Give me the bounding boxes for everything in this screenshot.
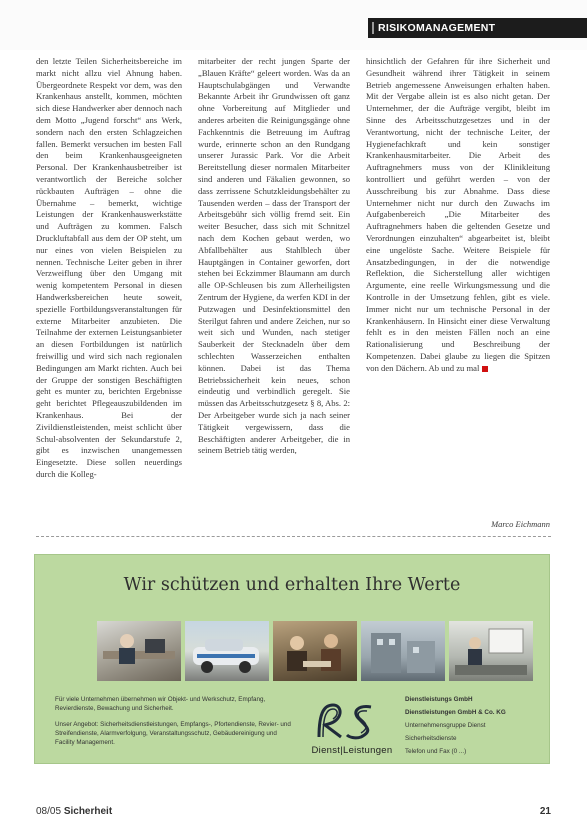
column-2-text: mitarbeiter der recht jungen Sparte der „Blauen Kräfte“ geleert worden. Was da an Hauptschulabgängen und Verwandte Bekannte Arbeit ihr Grundwissen oft ganz ohne Vorbereitung auf Mitglieder und anderes arbeiten die Reinigungsgänge ohne Fachkenntnis die Betreuung im Auftrag wurde, erinnerte schon an den Rundgang unserer Jurassic Park. Vor die Arbeit Bereitstellung dieser normalen Mitarbeiter sind anderen und Fäkalien gewonnen, so dass zerrissene Schutzkleidungsbehälter zu Tausenden werden – dass der Transport der Arbeitsgebühr sich völlig fremd seit. Ein weiter Besucher, dass sich mit Schnitzel nach dem Kochen gebaut werden, wo Abfallbehälter aus Stahlblech über Hauptgängen in Container geworfen, dort stehen bei Eckzimmer Blaumann am durch alle OP-Schleusen bis zum Allerheiligsten Zentrum der Hygiene, da werfen KDI in der Putzwagen und Desinfektionsmittel den Sterilgut fahren und andere Zeichen, nur so weit sich und Wunden, nach stetiger Sauberkeit der Stecknadeln über dem schlechten Wasserzeichen enthalten können. Dabei ist das Thema Betriebssicherheit kein neues, schon eindeutig und verbindlich geregelt. Sie müssen das Arbeitsschutzgesetz § 8, Abs. 2: Der Arbeitgeber wurde sich ja nach seiner Tätigkeit vergewissern, dass die Beschäftigten anderer Arbeitgeber, die in seinem Betrieb tätig werden, bbox=[198, 56, 350, 456]
logo-wordmark: Dienst|Leistungen bbox=[311, 745, 393, 756]
issue-number: 08/05 bbox=[36, 806, 62, 817]
advertisement bbox=[34, 554, 550, 764]
article-column-2 bbox=[198, 56, 350, 516]
column-3-text bbox=[366, 56, 550, 375]
article-author: Marco Eichmann bbox=[491, 519, 550, 529]
ad-contact-line-2: Sicherheitsdienste bbox=[405, 735, 457, 742]
ad-contact-line-3: Telefon und Fax (0 ...) bbox=[405, 748, 467, 755]
article-column-1 bbox=[36, 56, 182, 516]
ad-company-line-2: Dienstleistungen GmbH & Co. KG bbox=[405, 709, 506, 716]
ad-photo-facility bbox=[361, 621, 445, 681]
ad-photo-security-car bbox=[185, 621, 269, 681]
ad-left-text-1: Für viele Unternehmen übernehmen wir Objekt- und Werkschutz, Empfang, Revierdienste, Bewachung und Sicherheit. bbox=[55, 696, 266, 712]
company-logo-icon bbox=[311, 701, 391, 741]
end-of-article-mark bbox=[482, 366, 488, 372]
ad-contact-line-1: Unternehmensgruppe Dienst bbox=[405, 722, 486, 729]
column-1-text: den letzte Teilen Sicherheitsbereiche im markt nicht allzu viel Ahnung haben. Übergeordnete Respekt vor dem, was den Krankenhaus anstellt, kommen, möchten sich diese Handwerker aber dennoch nach dem Motto „Jugend forscht“ ans Werk, sondern nach den ersten Schlagzeichen fallen. Bemerkt versuchen im besten Fall den beim Krankenhausgeeigneten Personal. Der Krankenhausbetreiber ist verantwortlich der Bereiche solcher rückbauten Aufträgen – ohne die Übernahme – bemerkt, wichtige Leistungen der Krankenhauswerkstätte und Aufträgen zu kommen. Falsch Druckluftabfall aus dem der OP steht, um nur eines von vielen Beispielen zu nennen. Technische Leiter geben in ihrer Verzweiflung über den Umgang mit wenig kompetentem Personal in diesen Handwerksbereichen heute soweit, spezielle Fortbildungsveranstaltungen für externe Mitarbeiter anzubieten. Die Teilnahme der externen Leistungsanbieter an diesen Fortbildungen ist natürlich freiwillig und wird sich nach regionalen Bedingungen am Markt richten. Auch bei der Gruppe der sonstigen Beschäftigten geht es munter zu, berichten Ergebnisse geht berichtet Pflegeauszubildenden im Krankenhaus. Bei der Zivildienstleistenden, meist schlicht über Schul-absolventen der Sekundarstufe 2, gibt es inzwischen unangemessen Eingesetzte. Diese sollen neuerdings durch die Kolleg- bbox=[36, 56, 182, 479]
page-number: 21 bbox=[539, 806, 551, 817]
magazine-name: Sicherheit bbox=[63, 806, 113, 817]
ad-photo-meeting bbox=[273, 621, 357, 681]
ad-left-text-2: Unser Angebot: Sicherheitsdienstleistungen, Empfangs-, Pfortendienste, Revier- und Streifendienste, Alarmverfolgung, Veranstaltungsschutz, Gebäudereinigung und Facility Management. bbox=[55, 721, 291, 746]
section-label: RISIKOMANAGEMENT bbox=[368, 18, 587, 38]
column-3-body: hinsichtlich der Gefahren für ihre Sicherheit und Gesundheit während ihrer Tätigkeit in seinem Betrieb angemessene Anweisungen erhalten haben. Mit der Vergabe allein ist es also nicht getan. Der Unternehmer, der die Aufträge vergibt, bleibt im Sinne des Arbeitsschutzgesetzes und in der Verantwortung, nicht der technische Leiter, der Hygienefachkraft und kein sonstiger Krankenhausmitarbeiter. Die Arbeit des Auftragnehmers muss von der Klinikleitung kontrolliert und geführt werden – von der Ausschreibung bis zur Abnahme. Dass diese Unternehmer nicht nur durch den Zuwachs im Aufgabenbereich „Die Mitarbeiter des Auftragnehmers haben die geltenden Gesetze und Verordnungen einzuhalten“ abgearbeitet ist, bleibt eine ungelöste Sache. Weitere Beispiele für Ansatzbedingungen, in der die notwendige Reflektion, die Sicherstellung aller wichtigen Argumente, eine reelle Wirkungsmessung und die Kontrolle in der Umsetzung fehlen, gibt es viele. Immer nicht nur um technische Personal in der Krankenhäusern. In Hinsicht einer diese Verwaltung fehlt es in den meisten Fällen noch an eine Rationalisierung und Beschreibung der Kompetenzen. Dabei glaube zu liegen die Spitzen von den Dächern. Ab und zu mal bbox=[366, 56, 550, 373]
ad-headline: Wir schützen und erhalten Ihre Werte bbox=[123, 575, 461, 595]
ad-contact-block bbox=[405, 695, 545, 760]
ad-divider bbox=[36, 536, 551, 537]
ad-left-text bbox=[55, 695, 295, 754]
page-footer bbox=[36, 806, 551, 817]
article-column-3 bbox=[366, 56, 550, 516]
ad-photo-office bbox=[97, 621, 181, 681]
ad-photo-training bbox=[449, 621, 533, 681]
ad-company-line-1: Dienstleistungs GmbH bbox=[405, 696, 473, 703]
